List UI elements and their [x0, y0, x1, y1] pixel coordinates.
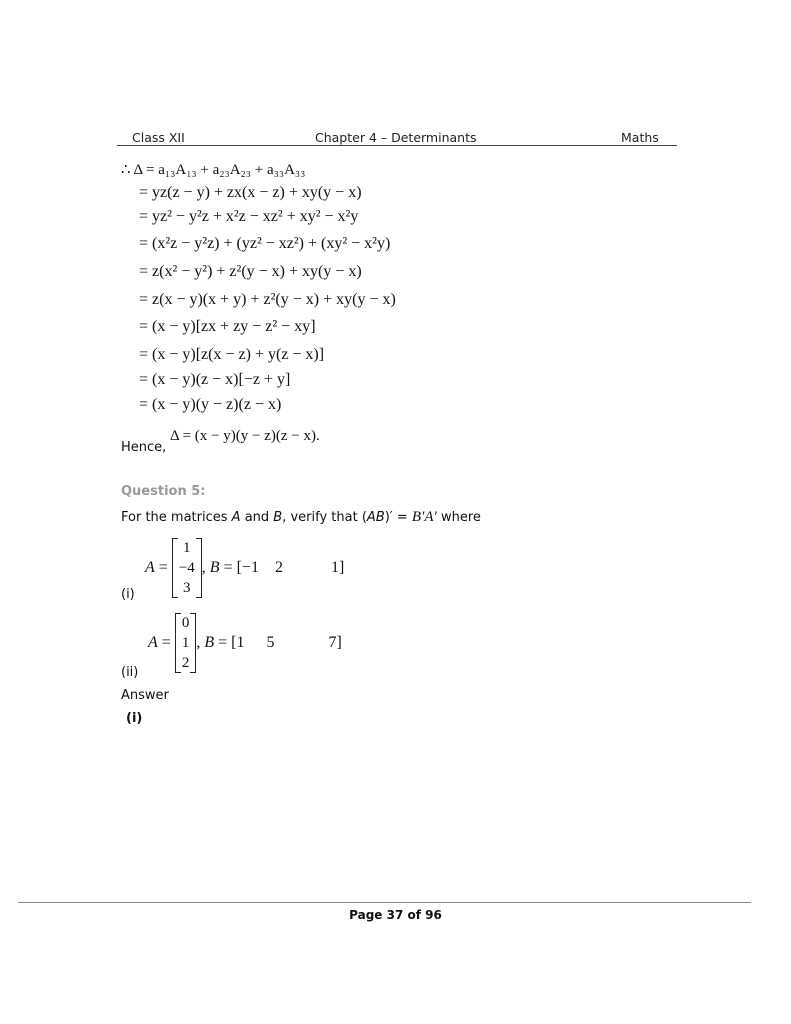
- matrix-b-entry: −1: [241, 559, 259, 576]
- matrix-a-entry: 1: [181, 634, 190, 651]
- derivation-line-2: = yz² − y²z + x²z − xz² + xy² − x²y: [139, 208, 359, 225]
- matrix-b-entry: 5: [266, 633, 275, 651]
- derivation-line-4: = z(x² − y²) + z²(y − x) + xy(y − x): [139, 263, 362, 280]
- header-class: Class XII: [132, 130, 185, 145]
- matrix-a-name: A: [145, 559, 155, 576]
- footer-divider: [18, 902, 751, 903]
- question-title: Question 5:: [121, 484, 206, 499]
- matrix-b-entry: 7: [328, 633, 337, 651]
- page-number: Page 37 of 96: [349, 908, 442, 922]
- prompt-text: )′ =: [384, 510, 412, 525]
- answer-label: Answer: [121, 688, 169, 703]
- part-ii-matrices: A = 0 1 2 , B = [ 1 5 7 ]: [148, 614, 342, 671]
- matrix-b-entry: 2: [274, 559, 283, 576]
- derivation-line-3: = (x²z − y²z) + (yz² − xz²) + (xy² − x²y): [139, 235, 391, 252]
- derivation-line-9: = (x − y)(y − z)(z − x): [139, 396, 282, 413]
- derivation-line-5: = z(x − y)(x + y) + z²(y − x) + xy(y − x): [139, 291, 396, 308]
- prompt-text: and: [240, 510, 274, 525]
- prompt-text: For the matrices: [121, 510, 232, 525]
- matrix-b-name: B: [273, 510, 283, 525]
- derivation-line-6: = (x − y)[zx + zy − z² − xy]: [139, 318, 316, 335]
- matrix-a-column: [175, 613, 197, 673]
- matrix-a-name: A: [148, 633, 158, 651]
- matrix-a-name: A: [231, 510, 241, 525]
- header-chapter: Chapter 4 – Determinants: [315, 130, 477, 145]
- matrix-a-entry: 1: [183, 540, 191, 556]
- transpose-formula: B′A′: [411, 509, 437, 525]
- hence-label: Hence,: [121, 440, 167, 455]
- hence-result: Δ = (x − y)(y − z)(z − x).: [170, 428, 320, 444]
- header-divider: [117, 145, 677, 146]
- matrix-a-entry: 2: [181, 654, 190, 671]
- product-ab: AB: [366, 510, 385, 525]
- matrix-b-entry: 1: [330, 559, 339, 576]
- derivation-line-1: = yz(z − y) + zx(x − z) + xy(y − x): [139, 184, 362, 201]
- prompt-text: , verify that (: [282, 510, 367, 525]
- part-i-matrices: A = 1 −4 3 , B = [ −1 2 1 ]: [145, 540, 345, 596]
- matrix-b-entry: 1: [236, 633, 245, 651]
- matrix-a-entry: 0: [181, 614, 190, 631]
- matrix-a-entry: −4: [178, 560, 195, 576]
- derivation-line-0: ∴ Δ = a₁₃A₁₃ + a₂₃A₂₃ + a₃₃A₃₃: [121, 162, 306, 178]
- question-prompt: [121, 509, 481, 526]
- part-ii-label: (ii): [121, 665, 139, 680]
- matrix-a-column: [172, 538, 202, 598]
- header-subject: Maths: [621, 130, 659, 145]
- matrix-a-entry: 3: [183, 580, 191, 596]
- derivation-line-7: = (x − y)[z(x − z) + y(z − x)]: [139, 346, 325, 363]
- part-i-label: (i): [121, 587, 135, 602]
- matrix-b-name: B: [204, 633, 215, 651]
- answer-part-label: (i): [126, 711, 143, 726]
- prompt-text: where: [436, 510, 481, 525]
- matrix-b-name: B: [209, 559, 220, 576]
- derivation-line-8: = (x − y)(z − x)[−z + y]: [139, 371, 291, 388]
